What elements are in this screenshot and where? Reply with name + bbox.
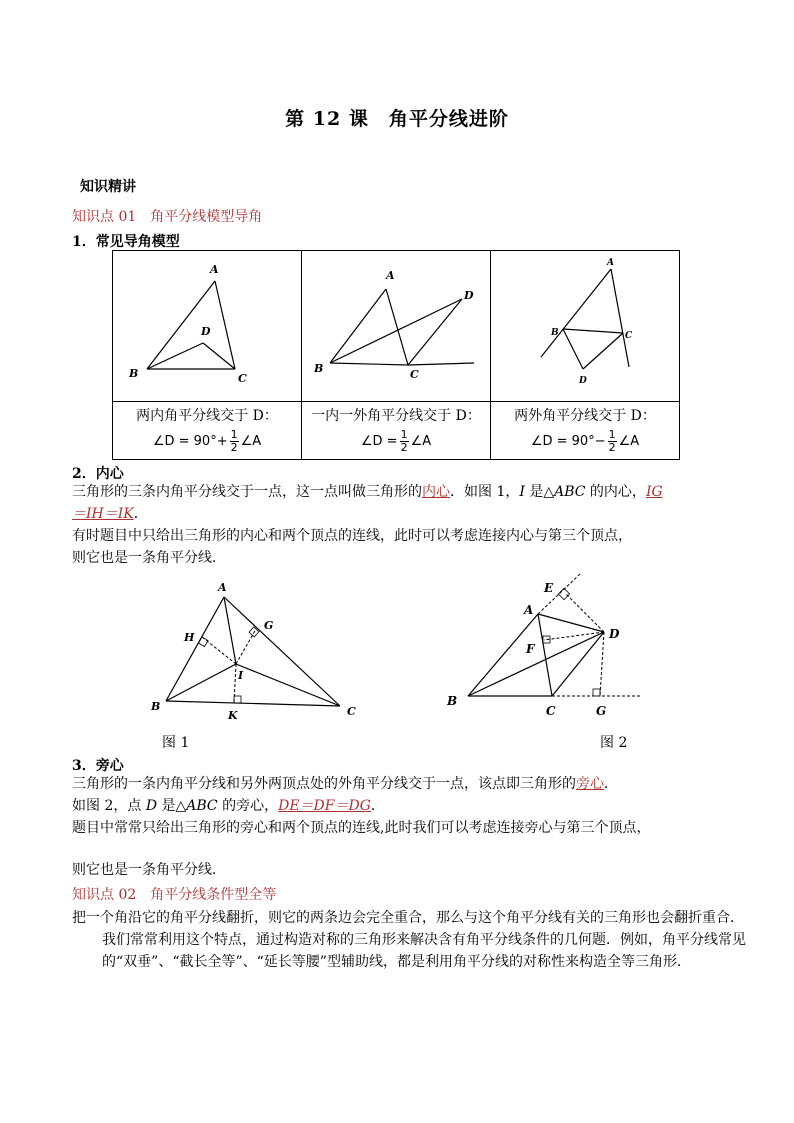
model-3-figure [491, 251, 680, 402]
model-3-caption-cell [491, 402, 680, 460]
svg-text:D: D [609, 627, 620, 641]
svg-text:A: A [607, 258, 614, 268]
model-3-formula: ∠D = 90°− $\frac{1}{2}$ ∠A [530, 428, 640, 454]
svg-text:G: G [264, 619, 274, 632]
figure-1-diagram [140, 575, 370, 725]
svg-text:F: F [526, 642, 535, 656]
model-3-diagram [491, 251, 679, 397]
label-c: C [238, 372, 247, 385]
section-heading: 知识精讲 [80, 179, 136, 195]
model-1-caption-cell [113, 402, 302, 460]
label-d: D [201, 325, 211, 338]
models-table [112, 250, 680, 460]
bisector-bd [147, 343, 203, 369]
svg-text:G: G [596, 704, 607, 718]
svg-text:C: C [410, 368, 419, 381]
svg-text:B: B [551, 328, 559, 338]
excenter-paragraph: 三角形的一条内角平分线和另外两顶点处的外角平分线交于一点，该点即三角形的旁心． 如图 2，点 D 是△ABC 的旁心，DE＝DF＝DG． 题目中常常只给出三角形的旁心和两个顶点的连线,此时我们可以考虑连接旁心与第三个顶点， [72, 776, 651, 836]
svg-text:A: A [218, 581, 227, 594]
svg-text:E: E [544, 581, 554, 595]
model-2-caption: 一内一外角平分线交于 D： [311, 408, 481, 424]
model-1-figure [113, 251, 302, 402]
model-1-diagram [113, 251, 301, 397]
svg-text:A: A [386, 269, 395, 282]
model-2-formula: ∠D = $\frac{1}{2}$ ∠A [360, 428, 432, 454]
kp2-paragraph: 把一个角沿它的角平分线翻折，则它的两条边会完全重合，那么与这个角平分线有关的三角形也会翻折重合．我们常常利用这个特点，通过构造对称的三角形来解决含有角平分线条件的几何题．例如，角平分线常见的“双垂”、“截长全等”、“延长等腰”型辅助线，都是利用角平分线的对称性来构造全等三角形． [72, 910, 746, 970]
svg-text:H: H [184, 631, 195, 644]
svg-text:C: C [625, 331, 633, 341]
incenter-paragraph: 三角形的三条内角平分线交于一点，这一点叫做三角形的内心．如图 1，I 是△ABC 的内心，IG ＝IH＝IK． 有时题目中只给出三角形的内心和两个顶点的连线，此时可以考虑连接内心与第三个顶点， 则它也是一条角平分线． [72, 484, 663, 566]
svg-text:D: D [579, 376, 587, 386]
figure-2-diagram [440, 572, 650, 722]
model-3-caption: 两外角平分线交于 D： [514, 408, 656, 424]
excenter-last-line: 则它也是一条角平分线． [72, 862, 226, 878]
knowledge-point-2: 知识点 02 角平分线条件型全等 [72, 887, 277, 903]
model-2-diagram [302, 251, 490, 397]
svg-text:A: A [524, 603, 534, 617]
model-2-figure [302, 251, 491, 402]
svg-text:B: B [447, 694, 458, 708]
label-b: B [129, 367, 139, 380]
heading-incenter: 2．内心 [72, 466, 124, 482]
model-1-formula: ∠D = 90°+ $\frac{1}{2}$ ∠A [152, 428, 262, 454]
heading-angle-models: 1．常见导角模型 [72, 234, 180, 250]
model-1-caption: 两内角平分线交于 D： [136, 408, 278, 424]
page-title: 第 12 课 角平分线进阶 [285, 108, 509, 130]
svg-text:D: D [464, 289, 474, 302]
svg-text:C: C [347, 705, 356, 718]
svg-text:B: B [314, 362, 324, 375]
figure-1-caption: 图 1 [162, 735, 190, 751]
knowledge-point-1: 知识点 01 角平分线模型导角 [72, 209, 263, 225]
svg-text:C: C [546, 704, 556, 718]
svg-text:K: K [228, 709, 238, 722]
svg-text:B: B [151, 700, 161, 713]
model-2-caption-cell [302, 402, 491, 460]
svg-text:I: I [238, 669, 244, 682]
heading-excenter: 3．旁心 [72, 758, 124, 774]
figure-2-caption: 图 2 [600, 735, 628, 751]
label-a: A [210, 263, 219, 276]
